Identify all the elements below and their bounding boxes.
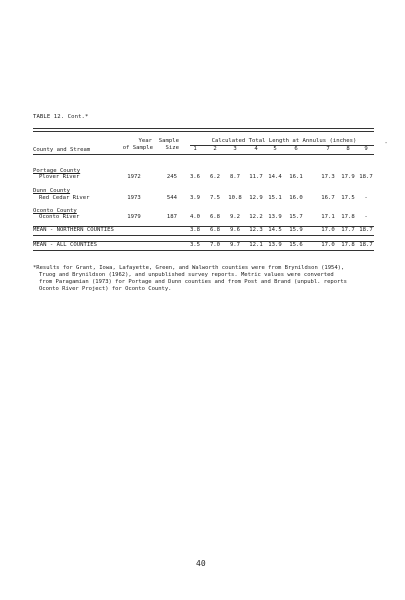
length-cell: 17.9 bbox=[341, 174, 355, 180]
footnote-line: Truog and Brynildson (1962), and unpublished survey reports. Metric values were converted bbox=[39, 272, 334, 278]
length-cell: 10.8 bbox=[228, 195, 242, 201]
year-header-line1: Year bbox=[138, 138, 152, 144]
mean-cell: 6.8 bbox=[209, 227, 221, 233]
length-cell: 17.8 bbox=[341, 214, 355, 220]
length-cell: 8.7 bbox=[229, 174, 241, 180]
county-name: Dunn County bbox=[33, 188, 71, 194]
annulus-header: 8 bbox=[346, 146, 350, 152]
footnote-line: *Results for Grant, Iowa, Lafayette, Green, and Walworth counties were from Brynildson (1954), bbox=[33, 265, 345, 271]
footnote-line: from Paragamian (1973) for Portage and Dunn counties and from Post and Brand (unpubl. reports bbox=[39, 279, 347, 285]
length-cell: - bbox=[364, 195, 368, 201]
annulus-header: 1 bbox=[193, 146, 197, 152]
mean-cell: 9.6 bbox=[229, 227, 241, 233]
length-group-header: Calculated Total Length at Annulus (inches) bbox=[211, 138, 357, 144]
length-cell: 3.9 bbox=[189, 195, 201, 201]
year-header-line2: of Sample bbox=[122, 145, 153, 151]
year-cell: 1973 bbox=[127, 195, 141, 201]
length-cell: 4.0 bbox=[189, 214, 201, 220]
annulus-header: 3 bbox=[233, 146, 237, 152]
length-cell: 17.5 bbox=[341, 195, 355, 201]
length-cell: 12.9 bbox=[249, 195, 263, 201]
length-cell: 18.7 bbox=[359, 174, 373, 180]
mean-cell: 15.9 bbox=[289, 227, 303, 233]
mean-cell: 17.0 bbox=[321, 227, 335, 233]
length-cell: 11.7 bbox=[249, 174, 263, 180]
mean-cell: 12.3 bbox=[249, 227, 263, 233]
length-cell: 17.3 bbox=[321, 174, 335, 180]
county-stream-header: County and Stream bbox=[33, 147, 91, 153]
year-cell: 1979 bbox=[127, 214, 141, 220]
summary-rule bbox=[33, 235, 374, 236]
annulus-header: 2 bbox=[213, 146, 217, 152]
mean-cell: 15.6 bbox=[289, 242, 303, 248]
length-cell: 7.5 bbox=[209, 195, 221, 201]
size-header-line1: Sample bbox=[158, 138, 179, 144]
county-name: Oconto County bbox=[33, 208, 77, 214]
footnote-line: Oconto River Project) for Oconto County. bbox=[39, 286, 172, 292]
length-cell: 15.7 bbox=[289, 214, 303, 220]
mean-cell: 18.7 bbox=[359, 242, 373, 248]
mean-cell: 9.7 bbox=[229, 242, 241, 248]
sample-size-cell: 187 bbox=[166, 214, 177, 220]
table-bottom-rule bbox=[33, 250, 374, 251]
length-cell: 16.7 bbox=[321, 195, 335, 201]
table-top-rule-thin bbox=[33, 131, 374, 132]
length-cell: 9.2 bbox=[229, 214, 241, 220]
corner-mark: - bbox=[384, 139, 389, 147]
sample-size-cell: 245 bbox=[166, 174, 177, 180]
length-cell: 17.1 bbox=[321, 214, 335, 220]
header-bottom-rule bbox=[33, 154, 374, 155]
year-cell: 1972 bbox=[127, 174, 141, 180]
length-cell: 14.4 bbox=[268, 174, 282, 180]
summary-label: MEAN - NORTHERN COUNTIES bbox=[33, 227, 114, 233]
length-cell: 6.8 bbox=[209, 214, 221, 220]
page-number: 40 bbox=[196, 559, 206, 568]
mean-cell: 17.7 bbox=[341, 227, 355, 233]
summary-label: MEAN - ALL COUNTIES bbox=[33, 242, 97, 248]
mean-cell: 3.8 bbox=[189, 227, 201, 233]
annulus-header: 4 bbox=[254, 146, 258, 152]
mean-cell: 7.0 bbox=[209, 242, 221, 248]
length-cell: 16.0 bbox=[289, 195, 303, 201]
length-cell: 3.6 bbox=[189, 174, 201, 180]
annulus-header: 9 bbox=[364, 146, 368, 152]
table-top-rule bbox=[33, 128, 374, 129]
annulus-header: 7 bbox=[326, 146, 330, 152]
sample-size-cell: 544 bbox=[166, 195, 177, 201]
annulus-header: 6 bbox=[294, 146, 298, 152]
length-cell: 13.9 bbox=[268, 214, 282, 220]
mean-cell: 12.1 bbox=[249, 242, 263, 248]
county-name: Portage County bbox=[33, 168, 81, 174]
mean-cell: 18.7 bbox=[359, 227, 373, 233]
mean-cell: 3.5 bbox=[189, 242, 201, 248]
mean-cell: 17.8 bbox=[341, 242, 355, 248]
mean-cell: 13.9 bbox=[268, 242, 282, 248]
length-cell: - bbox=[364, 214, 368, 220]
length-cell: 6.2 bbox=[209, 174, 221, 180]
mean-cell: 14.5 bbox=[268, 227, 282, 233]
size-header-line2: Size bbox=[165, 145, 179, 151]
mean-cell: 17.0 bbox=[321, 242, 335, 248]
table-title: TABLE 12. Cont.* bbox=[33, 114, 89, 120]
annulus-header: 5 bbox=[273, 146, 277, 152]
stream-name: Red Cedar River bbox=[39, 195, 90, 201]
length-cell: 12.2 bbox=[249, 214, 263, 220]
stream-name: Oconto River bbox=[39, 214, 80, 220]
stream-name: Plover River bbox=[39, 174, 80, 180]
footnote bbox=[33, 265, 378, 293]
length-cell: 16.1 bbox=[289, 174, 303, 180]
length-cell: 15.1 bbox=[268, 195, 282, 201]
